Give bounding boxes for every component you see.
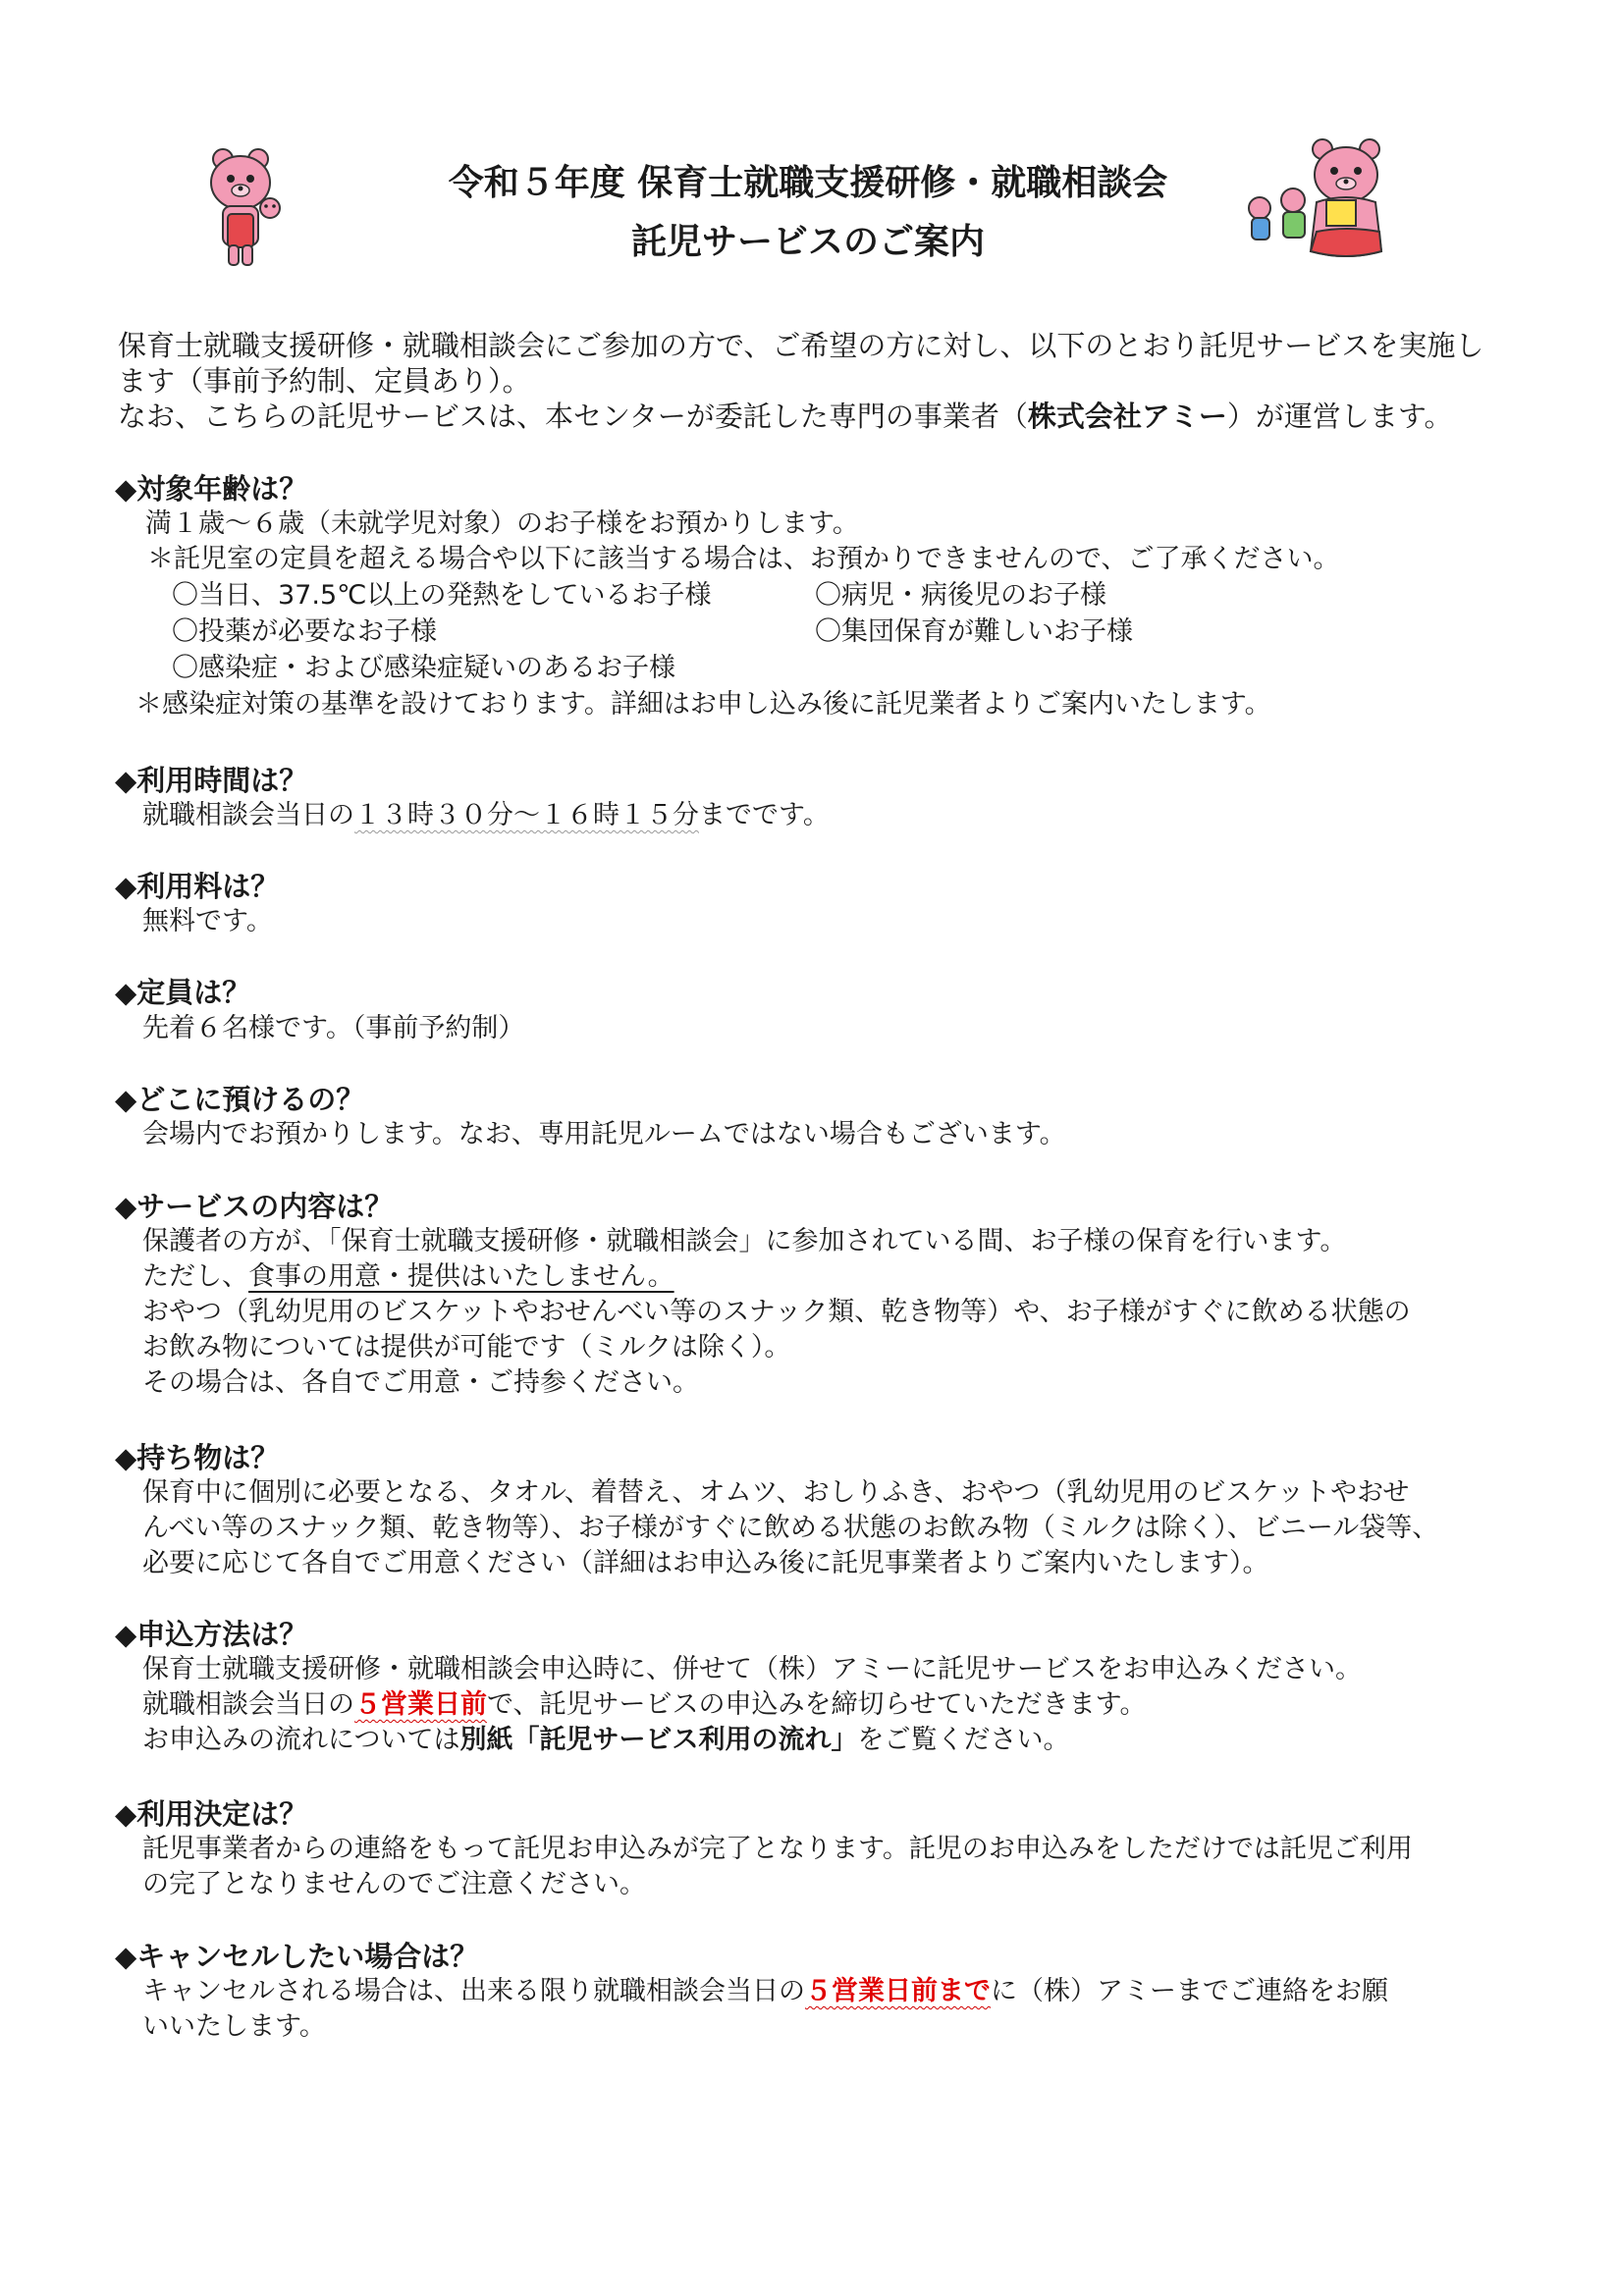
document-subtitle: 託児サービスのご案内 [630,222,985,262]
document-title: 令和５年度 保育士就職支援研修・就職相談会 [448,163,1168,203]
fee-text: 無料です。 [142,906,273,936]
content-text: ただし、食事の用意・提供はいたしません。 [142,1261,674,1292]
intro-operator-line: なお、こちらの託児サービスは、本センターが委託した専門の事業者（株式会社アミー）が運営します。 [118,400,1453,433]
exclusion-item: 〇感染症・および感染症疑いのあるお子様 [172,653,675,683]
bear-mascot-left-illustration [201,145,299,273]
no-meal-notice: 食事の用意・提供はいたしません。 [248,1261,674,1292]
age-note-capacity: ＊託児室の定員を超える場合や以下に該当する場合は、お預かりできませんので、ご了承ください。 [147,544,1340,574]
content-text: おやつ（乳幼児用のビスケットやおせんべい等のスナック類、乾き物等）や、お子様がすぐに飲める状態の [142,1297,1411,1327]
age-range-text: 満１歳～６歳（未就学児対象）のお子様をお預かりします。 [145,508,859,539]
section-heading-cancel: ◆キャンセルしたい場合は？ [115,1940,479,1973]
cancel-text: いいたします。 [142,2011,326,2042]
section-heading-belongings: ◆持ち物は？ [115,1441,280,1474]
age-note-infection: ＊感染症対策の基準を設けております。詳細はお申し込み後に託児業者よりご案内いたします。 [135,689,1271,720]
apply-deadline-text: 就職相談会当日の５営業日前で、託児サービスの申込みを締切らせていただきます。 [142,1689,1147,1720]
decision-text: 託児事業者からの連絡をもって託児お申込みが完了となります。託児のお申込みをしただけでは託児ご利用 [142,1834,1413,1864]
cancel-deadline-highlight: ５営業日前まで [805,1976,991,2006]
apply-flow-text: お申込みの流れについては別紙「託児サービス利用の流れ」をご覧ください。 [142,1725,1070,1755]
exclusion-item: 〇投薬が必要なお子様 [172,616,437,647]
intro-paragraph: 保育士就職支援研修・就職相談会にご参加の方で、ご希望の方に対し、以下のとおり託児サービスを実施します（事前予約制、定員あり）。 [118,329,1484,398]
apply-text: 保育士就職支援研修・就職相談会申込時に、併せて（株）アミーに託児サービスをお申込みください。 [142,1654,1362,1684]
content-text: その場合は、各自でご用意・ご持参ください。 [142,1367,699,1398]
section-heading-age: ◆対象年齢は？ [115,472,308,506]
place-text: 会場内でお預かりします。なお、専用託児ルームではない場合もございます。 [142,1119,1066,1149]
section-heading-time: ◆利用時間は？ [115,764,308,797]
exclusion-item: 〇病児・病後児のお子様 [815,580,1106,611]
content-text: 保護者の方が、「保育士就職支援研修・就職相談会」に参加されている間、お子様の保育を行います。 [142,1226,1347,1256]
belongings-text: んべい等のスナック類、乾き物等）、お子様がすぐに飲める状態のお飲み物（ミルクは除く）、ビニール袋等、 [142,1513,1439,1543]
section-heading-fee: ◆利用料は？ [115,870,280,903]
section-heading-decision: ◆利用決定は？ [115,1797,308,1831]
time-range: １３時３０分～１６時１５分 [354,800,699,830]
section-heading-content: ◆サービスの内容は？ [115,1190,394,1223]
deadline-highlight: ５営業日前 [354,1689,487,1720]
belongings-text: 必要に応じて各自でご用意ください（詳細はお申込み後に託児事業者よりご案内いたします）。 [142,1548,1269,1578]
time-text: 就職相談会当日の１３時３０分～１６時１５分までです。 [142,800,830,830]
belongings-text: 保育中に個別に必要となる、タオル、着替え、オムツ、おしりふき、おやつ（乳幼児用のビスケットやおせ [142,1477,1410,1508]
exclusion-item: 〇当日、37.5℃以上の発熱をしているお子様 [172,580,712,611]
capacity-text: 先着６名様です。（事前予約制） [142,1013,525,1043]
section-heading-apply: ◆申込方法は？ [115,1618,308,1651]
section-heading-place: ◆どこに預けるの？ [115,1083,365,1116]
content-text: お飲み物については提供が可能です（ミルクは除く）。 [142,1332,791,1362]
attachment-reference: 別紙「託児サービス利用の流れ」 [459,1725,858,1755]
cancel-text: キャンセルされる場合は、出来る限り就職相談会当日の５営業日前までに（株）アミーまでご連絡をお願 [142,1976,1388,2006]
exclusion-item: 〇集団保育が難しいお子様 [815,616,1133,647]
operator-name: 株式会社アミー [1027,400,1227,433]
section-heading-capacity: ◆定員は？ [115,976,251,1009]
decision-text: の完了となりませんのでご注意ください。 [142,1869,646,1899]
